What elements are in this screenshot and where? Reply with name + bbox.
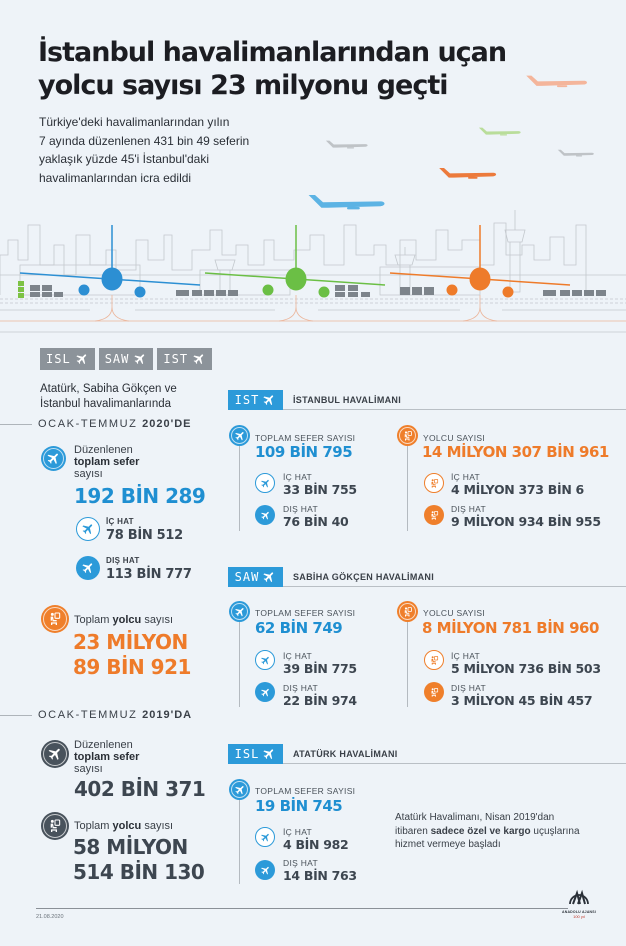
domestic-value: 4 MİLYON 373 BİN 6 [451,482,584,497]
tag-label: ISL [46,352,71,366]
label-bold: yolcu [112,820,142,832]
tag-isl [40,348,95,370]
airport-code: IST [234,393,260,407]
seated-passenger-icon [397,425,418,446]
logo-text: ANADOLU AJANSI [562,910,596,914]
title-line-1: İstanbul havalimanlarından uçan [38,37,507,68]
flights-label: TOPLAM SEFER SAYISI [255,433,356,443]
passengers-2019-value [73,835,204,885]
international-value: 3 MİLYON 45 BİN 457 [451,693,593,708]
seated-passenger-icon [41,605,69,633]
airplane-icon [229,601,250,622]
intro-text [40,382,220,412]
international-label: DIŞ HAT [451,683,487,693]
airplane-icon [525,74,589,90]
note-post: uçuşlarına [530,825,580,837]
international-value: 9 MİLYON 934 BİN 955 [451,514,601,529]
note-line-1: Atatürk Havalimanı, Nisan 2019'dan [395,812,555,823]
domestic-value: 39 BİN 775 [283,661,357,676]
airplane-icon [255,473,275,493]
subtitle [39,113,299,187]
period-year: 2019'DA [142,709,193,721]
airport-name: SABİHA GÖKÇEN HAVALİMANI [283,567,626,587]
airport-code-tag [228,567,283,587]
airplane-icon [192,352,206,366]
passengers-label: YOLCU SAYISI [423,608,486,618]
note-line-3: hizmet vermeye başladı [395,839,501,850]
value-line-2: 89 BİN 921 [73,655,191,679]
seated-passenger-icon [424,473,444,493]
domestic-label: İÇ HAT [451,472,481,482]
timeline-line [239,612,240,707]
label-bold: toplam sefer [74,751,140,763]
airport-header-ist [228,390,626,410]
international-value: 14 BİN 763 [283,868,357,883]
passengers-value: 14 MİLYON 307 BİN 961 [422,443,609,461]
flights-2019-label [74,739,139,775]
intro-line-2: İstanbul havalimanlarında [40,398,172,410]
domestic-label: İÇ HAT [106,517,134,526]
airport-code-tag [228,744,283,764]
value-line-1: 23 MİLYON [73,630,188,654]
flights-label: TOPLAM SEFER SAYISI [255,608,356,618]
airplane-icon [41,740,69,768]
passengers-value: 8 MİLYON 781 BİN 960 [422,619,599,637]
page-title [38,36,508,102]
international-label: DIŞ HAT [283,858,319,868]
period-prefix: OCAK-TEMMUZ [38,418,143,430]
ataturk-note [395,811,615,852]
note-pre: itibaren [395,825,431,837]
seated-passenger-icon [424,650,444,670]
passengers-2019-label [74,820,173,832]
airport-header-isl [228,744,626,764]
seated-passenger-icon [424,682,444,702]
publish-date: 21.08.2020 [36,914,64,920]
airport-tag-row [40,348,212,370]
domestic-value: 78 BİN 512 [106,528,183,543]
airplane-icon [262,570,276,584]
international-label: DIŞ HAT [283,504,319,514]
flights-2020-label [74,444,139,480]
value-line-1: 58 MİLYON [73,835,188,859]
domestic-value: 5 MİLYON 736 BİN 503 [451,661,601,676]
subtitle-line-1: Türkiye'deki havalimanlarından yılın [39,115,230,129]
tag-label: IST [163,352,189,366]
airport-code: SAW [234,570,260,584]
label-bold: yolcu [112,614,142,626]
flights-2019-value: 402 BİN 371 [74,777,206,801]
flights-value: 109 BİN 795 [255,443,353,461]
airplane-icon [76,556,100,580]
airplane-icon [76,517,100,541]
airplane-icon [262,393,276,407]
airplane-icon [41,446,66,471]
label-pre: Toplam [74,820,113,832]
airplane-icon [325,139,369,151]
domestic-value: 33 BİN 755 [283,482,357,497]
label-post: sayısı [141,820,174,832]
domestic-value: 4 BİN 982 [283,837,349,852]
airplane-icon [557,148,595,159]
subtitle-line-3: yaklaşık yüzde 45'i İstanbul'daki [39,152,210,166]
airplane-icon [255,682,275,702]
title-line-2: yolcu sayısı 23 milyonu geçti [38,70,448,101]
international-value: 76 BİN 40 [283,514,349,529]
passengers-label: YOLCU SAYISI [423,433,486,443]
passengers-2020-value [73,630,191,680]
intro-line-1: Atatürk, Sabiha Gökçen ve [40,383,177,395]
airplane-icon [478,126,522,138]
airport-code-tag [228,390,283,410]
label-line: sayısı [74,468,103,480]
airplane-icon [255,505,275,525]
airplane-icon [229,779,250,800]
divider [0,715,32,716]
international-label: DIŞ HAT [106,556,140,565]
timeline-line [239,792,240,884]
seated-passenger-icon [41,812,69,840]
flights-value: 62 BİN 749 [255,619,343,637]
airplane-icon [229,425,250,446]
timeline-line [407,436,408,531]
logo-sub: 100 yıl [573,914,585,919]
airport-skyline-illustration [0,195,626,335]
divider [0,424,32,425]
airplane-icon [438,166,498,182]
domestic-label: İÇ HAT [283,472,313,482]
flights-value: 19 BİN 745 [255,797,343,815]
airplane-icon [262,747,276,761]
timeline-line [407,612,408,707]
timeline-line [239,436,240,531]
seated-passenger-icon [397,601,418,622]
international-value: 22 BİN 974 [283,693,357,708]
footer-divider [36,908,568,909]
tag-label: SAW [104,352,130,366]
period-year: 2020'DE [142,418,192,430]
international-value: 113 BİN 777 [106,567,192,582]
airplane-icon [133,352,147,366]
period-2019-header [0,708,220,722]
label-post: sayısı [141,614,174,626]
subtitle-line-2: 7 ayında düzenlenen 431 bin 49 seferin [39,133,250,148]
subtitle-line-4: havalimanlarından icra edildi [39,170,192,185]
airplane-icon [75,352,89,366]
label-line: Düzenlenen [74,739,133,751]
airplane-icon [255,650,275,670]
airplane-icon [255,860,275,880]
period-prefix: OCAK-TEMMUZ [38,709,143,721]
anadolu-ajansi-logo [560,889,598,919]
label-line: Düzenlenen [74,444,133,456]
airport-name: ATATÜRK HAVALİMANI [283,744,626,764]
label-line: sayısı [74,763,103,775]
period-label [38,418,192,430]
domestic-label: İÇ HAT [451,651,481,661]
value-line-2: 514 BİN 130 [73,860,205,884]
flights-2020-value: 192 BİN 289 [74,484,206,508]
seated-passenger-icon [424,505,444,525]
airport-code: ISL [234,747,260,761]
note-bold: sadece özel ve kargo [430,825,531,837]
passengers-2020-label [74,614,173,626]
tag-saw [99,348,154,370]
international-label: DIŞ HAT [451,504,487,514]
airport-name: İSTANBUL HAVALİMANI [283,390,626,410]
label-bold: toplam sefer [74,456,140,468]
domestic-label: İÇ HAT [283,651,313,661]
airport-header-saw [228,567,626,587]
tag-ist [157,348,212,370]
international-label: DIŞ HAT [283,683,319,693]
domestic-label: İÇ HAT [283,827,313,837]
period-2020-header [0,417,220,431]
label-pre: Toplam [74,614,113,626]
aa-logo-icon [568,889,590,905]
airplane-icon [255,827,275,847]
period-label [38,709,192,721]
flights-label: TOPLAM SEFER SAYISI [255,786,356,796]
